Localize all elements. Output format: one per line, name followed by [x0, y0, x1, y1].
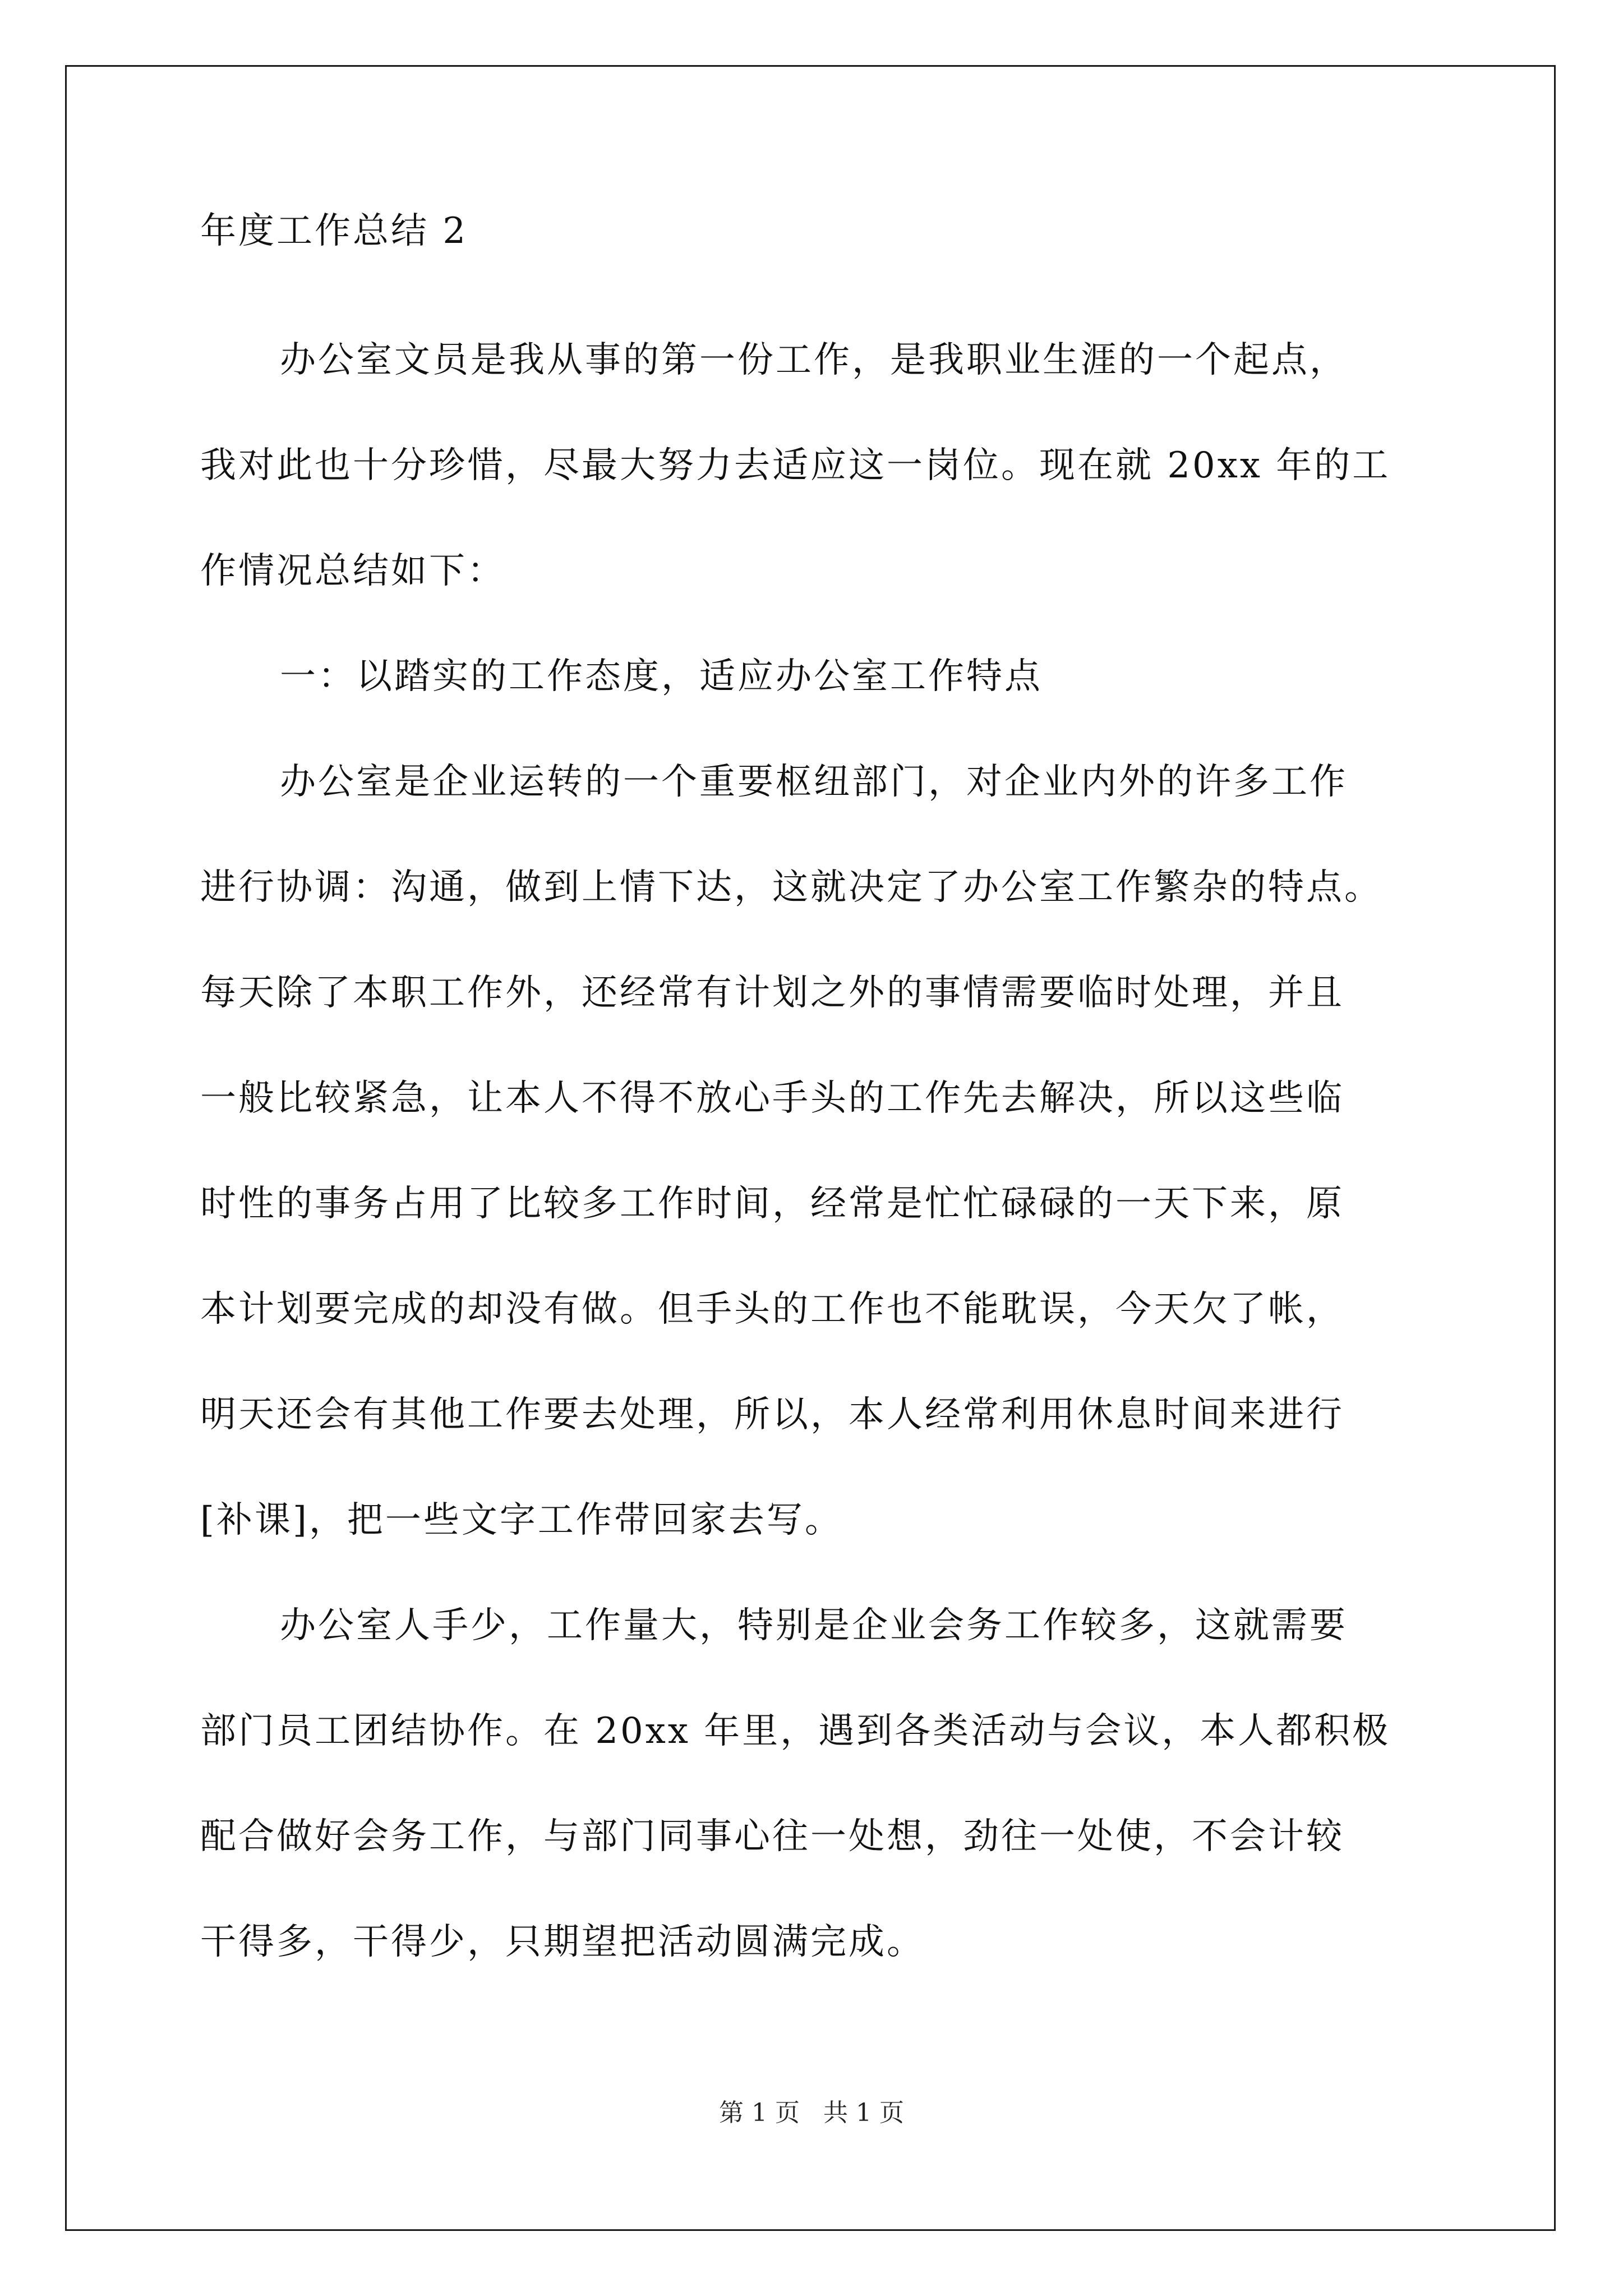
paragraph-teamwork: 办公室人手少，工作量大，特别是企业会务工作较多，这就需要 部门员工团结协作。在 20xx 年里，遇到各类活动与会议，本人都积极 配合做好会务工作，与部门同事心往一处想，劲往一处使，不会计较 干得多，干得少，只期望把活动圆满完成。 — [200, 1605, 1391, 1963]
page-number: 第 1 页 共 1 页 — [719, 2099, 904, 2127]
document-title: 年度工作总结 2 — [200, 210, 468, 252]
section-heading-1: 一：以踏实的工作态度，适应办公室工作特点 — [280, 656, 1043, 697]
document-body — [200, 210, 1434, 1995]
paragraph-intro: 办公室文员是我从事的第一份工作，是我职业生涯的一个起点， 我对此也十分珍惜，尽最大努力去适应这一岗位。现在就 20xx 年的工 作情况总结如下： — [200, 339, 1391, 592]
paragraph-office-duties: 办公室是企业运转的一个重要枢纽部门，对企业内外的许多工作 进行协调：沟通，做到上情下达，这就决定了办公室工作繁杂的特点。 每天除了本职工作外，还经常有计划之外的事情需要临时处理，并且 一般比较紧急，让本人不得不放心手头的工作先去解决，所以这些临 时性的事务占用了比较多工作时间，经常是忙忙碌碌的一天下来，原 本计划要完成的却没有做。但手头的工作也不能耽误，今天欠了帐， 明天还会有其他工作要去处理，所以，本人经常利用休息时间来进行 [补课]，把一些文字工作带回家去写。 — [200, 761, 1382, 1541]
